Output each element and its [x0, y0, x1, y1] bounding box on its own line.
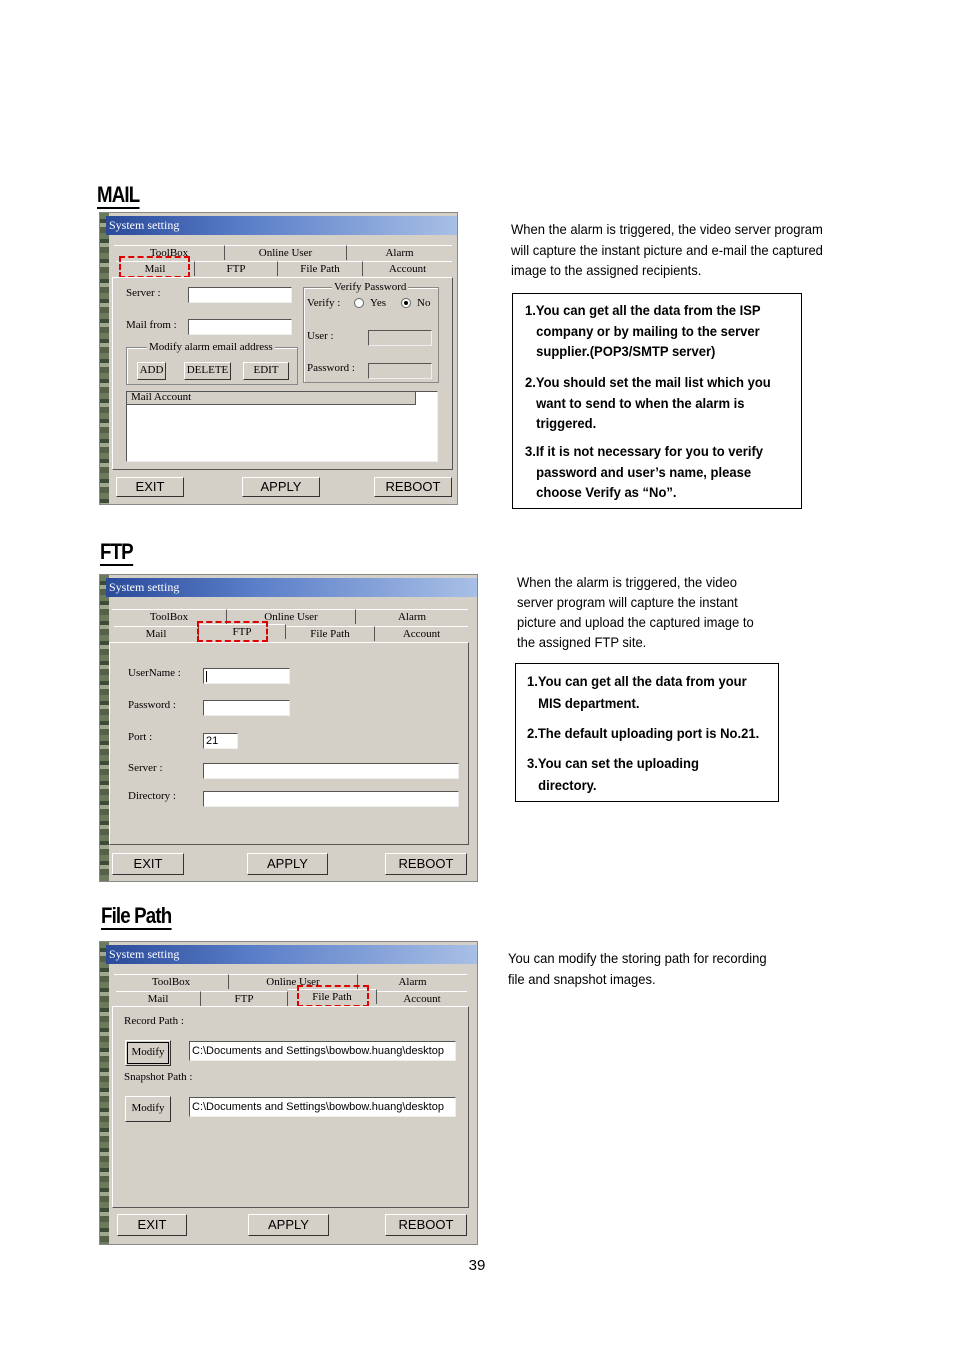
- window-title: System setting: [106, 216, 457, 235]
- username-input[interactable]: [203, 668, 290, 684]
- apply-button[interactable]: APPLY: [248, 1214, 329, 1236]
- tab-alarm[interactable]: Alarm: [347, 245, 452, 260]
- ftp-description-line: picture and upload the captured image to: [517, 614, 754, 630]
- apply-button[interactable]: APPLY: [242, 477, 320, 497]
- file-path-heading: File Path: [101, 903, 172, 928]
- server-input[interactable]: [188, 287, 292, 303]
- exit-button[interactable]: EXIT: [112, 853, 184, 875]
- exit-button[interactable]: EXIT: [117, 1214, 187, 1236]
- directory-label: Directory :: [128, 790, 176, 802]
- mail-heading: MAIL: [97, 182, 140, 207]
- note-line: 3.If it is not necessary for you to verify: [525, 443, 764, 459]
- mail-description-line: will capture the instant picture and e-mail the captured: [511, 241, 823, 258]
- snapshot-path-label: Snapshot Path :: [124, 1071, 193, 1083]
- tab-file-path[interactable]: File Path: [278, 261, 363, 276]
- page-number: 39: [468, 1257, 486, 1274]
- file-path-description-line: file and snapshot images.: [508, 970, 656, 987]
- snapshot-path-modify-button[interactable]: Modify: [125, 1096, 171, 1122]
- file-path-settings-window: [99, 941, 478, 1245]
- mail-description-line: When the alarm is triggered, the video server program: [511, 221, 823, 237]
- directory-input[interactable]: [203, 791, 459, 807]
- file-path-description: [508, 948, 787, 989]
- record-path-label: Record Path :: [124, 1015, 184, 1027]
- tab-strip: [112, 607, 468, 643]
- note-line: choose Verify as “No”.: [536, 484, 677, 500]
- file-path-description-line: You can modify the storing path for recording: [508, 950, 767, 966]
- tab-online-user[interactable]: Online User: [227, 609, 356, 624]
- reboot-button[interactable]: REBOOT: [385, 853, 467, 875]
- note-line: password and user’s name, please: [536, 463, 752, 480]
- tab-mail[interactable]: Mail: [116, 261, 195, 276]
- note-line: 2.You should set the mail list which you: [525, 374, 771, 390]
- verify-label: Verify :: [307, 297, 341, 309]
- verify-no-label: No: [417, 297, 431, 309]
- user-label: User :: [307, 330, 334, 342]
- password-label: Password :: [128, 699, 176, 711]
- highlight-ftp-tab: [197, 621, 268, 642]
- ftp-description-line: When the alarm is triggered, the video: [517, 574, 738, 590]
- mail-from-input[interactable]: [188, 319, 292, 335]
- record-path-input[interactable]: C:\Documents and Settings\bowbow.huang\desktop: [189, 1041, 456, 1061]
- record-path-modify-button[interactable]: Modify: [125, 1040, 171, 1066]
- tab-online-user[interactable]: Online User: [229, 974, 358, 989]
- window-edge: [100, 942, 109, 1244]
- reboot-button[interactable]: REBOOT: [374, 477, 452, 497]
- tab-ftp[interactable]: FTP: [201, 991, 288, 1006]
- note-line: 1.You can get all the data from your: [527, 673, 747, 689]
- port-label: Port :: [128, 731, 153, 743]
- window-title: System setting: [106, 945, 477, 964]
- note-line: 1.You can get all the data from the ISP: [525, 302, 761, 318]
- mail-account-column-header[interactable]: Mail Account: [131, 391, 192, 403]
- ftp-description-line: server program will capture the instant: [517, 594, 738, 610]
- mail-note-3: [525, 441, 763, 503]
- tab-mail[interactable]: Mail: [114, 626, 199, 641]
- tab-ftp[interactable]: FTP: [199, 624, 286, 639]
- tab-file-path[interactable]: File Path: [288, 989, 377, 1004]
- mail-note-2: [525, 372, 771, 434]
- ftp-description-line: the assigned FTP site.: [517, 634, 647, 650]
- ftp-settings-window: [99, 574, 478, 882]
- password-input[interactable]: [203, 700, 290, 716]
- tab-ftp[interactable]: FTP: [195, 261, 278, 276]
- note-line: MIS department.: [538, 695, 640, 711]
- tab-account[interactable]: Account: [375, 626, 468, 641]
- window-edge: [100, 575, 109, 881]
- tab-account[interactable]: Account: [363, 261, 452, 276]
- mail-note-1: [525, 300, 761, 362]
- exit-button[interactable]: EXIT: [116, 477, 184, 497]
- note-line: supplier.(POP3/SMTP server): [536, 343, 716, 359]
- delete-button[interactable]: DELETE: [184, 362, 231, 380]
- mail-settings-window: [99, 212, 458, 505]
- window-title: System setting: [106, 578, 477, 597]
- window-edge: [100, 213, 109, 504]
- note-line: directory.: [538, 777, 597, 793]
- verify-yes-label: Yes: [370, 297, 387, 309]
- mail-from-label: Mail from :: [126, 319, 177, 331]
- verify-password-input[interactable]: [368, 363, 432, 379]
- ftp-description: [517, 572, 777, 652]
- note-line: 2.The default uploading port is No.21.: [527, 725, 760, 741]
- reboot-button[interactable]: REBOOT: [385, 1214, 467, 1236]
- note-line: company or by mailing to the server: [536, 322, 760, 339]
- tab-alarm[interactable]: Alarm: [356, 609, 468, 624]
- verify-user-input[interactable]: [368, 330, 432, 346]
- note-line: triggered.: [536, 415, 597, 431]
- tab-toolbox[interactable]: ToolBox: [112, 609, 227, 624]
- note-line: 3.You can set the uploading: [527, 755, 699, 771]
- mail-description: [511, 219, 837, 281]
- tab-online-user[interactable]: Online User: [225, 245, 347, 260]
- ftp-note-1: [527, 670, 747, 714]
- tab-account[interactable]: Account: [377, 991, 467, 1006]
- password-label: Password :: [307, 362, 355, 374]
- edit-button[interactable]: EDIT: [243, 362, 289, 380]
- modify-email-group-label: Modify alarm email address: [149, 341, 273, 353]
- tab-alarm[interactable]: Alarm: [358, 974, 467, 989]
- highlight-file-path-tab: [297, 985, 369, 1007]
- server-label: Server :: [128, 762, 163, 774]
- username-label: UserName :: [128, 667, 181, 679]
- note-line: want to send to when the alarm is: [536, 394, 745, 411]
- server-label: Server :: [126, 287, 161, 299]
- highlight-mail-tab: [119, 256, 190, 278]
- ftp-note-3: [527, 752, 699, 796]
- tab-strip: [114, 972, 467, 1008]
- server-input[interactable]: [203, 763, 459, 779]
- tab-toolbox[interactable]: ToolBox: [114, 245, 225, 260]
- tab-file-path[interactable]: File Path: [286, 626, 375, 641]
- verify-password-group-label: Verify Password: [334, 281, 407, 293]
- port-input[interactable]: 21: [203, 733, 238, 749]
- verify-yes-radio[interactable]: [354, 298, 364, 308]
- ftp-heading: FTP: [100, 539, 133, 564]
- mail-description-line: image to the assigned recipients.: [511, 262, 702, 278]
- apply-button[interactable]: APPLY: [247, 853, 328, 875]
- tab-toolbox[interactable]: ToolBox: [114, 974, 229, 989]
- verify-no-radio[interactable]: [401, 298, 411, 308]
- ftp-note-2: [527, 722, 759, 744]
- snapshot-path-input[interactable]: C:\Documents and Settings\bowbow.huang\desktop: [189, 1097, 456, 1117]
- tab-mail[interactable]: Mail: [116, 991, 201, 1006]
- add-button[interactable]: ADD: [137, 362, 166, 380]
